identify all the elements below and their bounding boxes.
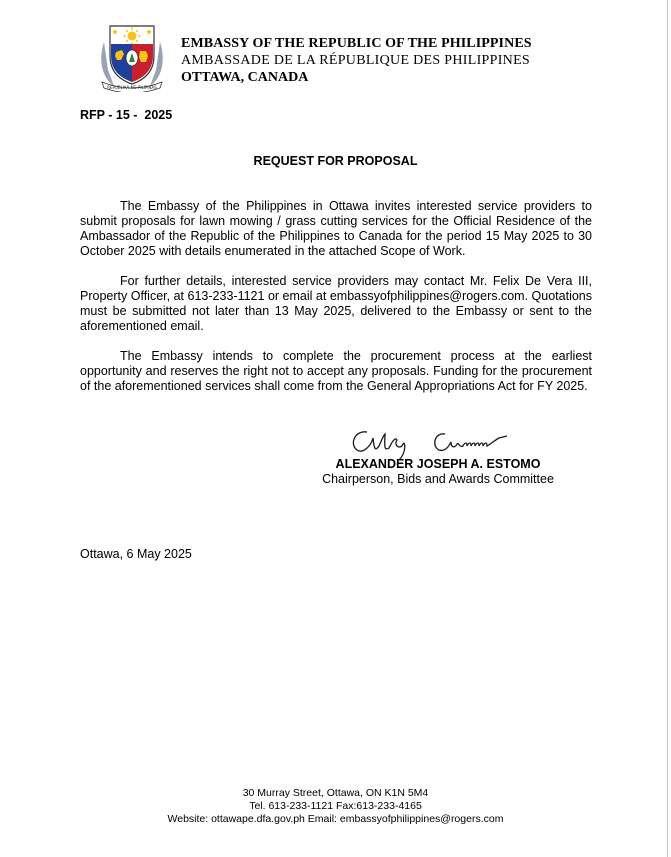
signatory-position: Chairperson, Bids and Awards Committee <box>322 472 554 486</box>
paragraph-invitation: The Embassy of the Philippines in Ottawa invites interested service providers to submit proposals for lawn mowing / grass cutting services for the Official Residence of the Ambassador of the Republic of the Philippines to Canada for the period 15 May 2025 to 30 October 2025 with details enumerated in the attached Scope of Work. <box>80 199 592 258</box>
signatory-name: ALEXANDER JOSEPH A. ESTOMO <box>335 457 541 471</box>
footer-web: Website: ottawape.dfa.gov.ph Email: embassyofphilippines@rogers.com <box>167 813 504 825</box>
document-title: REQUEST FOR PROPOSAL <box>253 154 418 168</box>
letter-body <box>80 199 592 409</box>
letterhead-location: OTTAWA, CANADA <box>181 70 309 85</box>
footer-address: 30 Murray Street, Ottawa, ON K1N 5M4 <box>242 787 429 799</box>
letterhead-french: AMBASSADE DE LA RÉPUBLIQUE DES PHILIPPINES <box>181 53 531 68</box>
signature-block <box>310 457 566 487</box>
letterhead-english: EMBASSY OF THE REPUBLIC OF THE PHILIPPINES <box>181 36 532 51</box>
letterhead <box>181 35 532 86</box>
page-edge <box>667 0 668 857</box>
footer-phone: Tel. 613-233-1121 Fax:613-233-4165 <box>249 800 422 812</box>
paragraph-funding: The Embassy intends to complete the procurement process at the earliest opportunity and reserves the right not to accept any proposals. Funding for the procurement of the aforementioned services shall come from the General Appropriations Act for FY 2025. <box>80 349 592 393</box>
handwritten-signature <box>345 422 545 462</box>
svg-text:REPUBLIKA NG PILIPINAS: REPUBLIKA NG PILIPINAS <box>107 85 157 90</box>
reference-number: RFP - 15 - 2025 <box>80 108 173 122</box>
philippine-coat-of-arms-icon <box>96 20 168 92</box>
paragraph-contact: For further details, interested service providers may contact Mr. Felix De Vera III, Property Officer, at 613-233-1121 or email at embassyofphilippines@rogers.com. Quotations must be submitted not later than 13 May 2025, delivered to the Embassy or sent to the aforementioned email. <box>80 274 592 333</box>
letter-date: Ottawa, 6 May 2025 <box>80 547 192 561</box>
footer <box>0 787 671 826</box>
